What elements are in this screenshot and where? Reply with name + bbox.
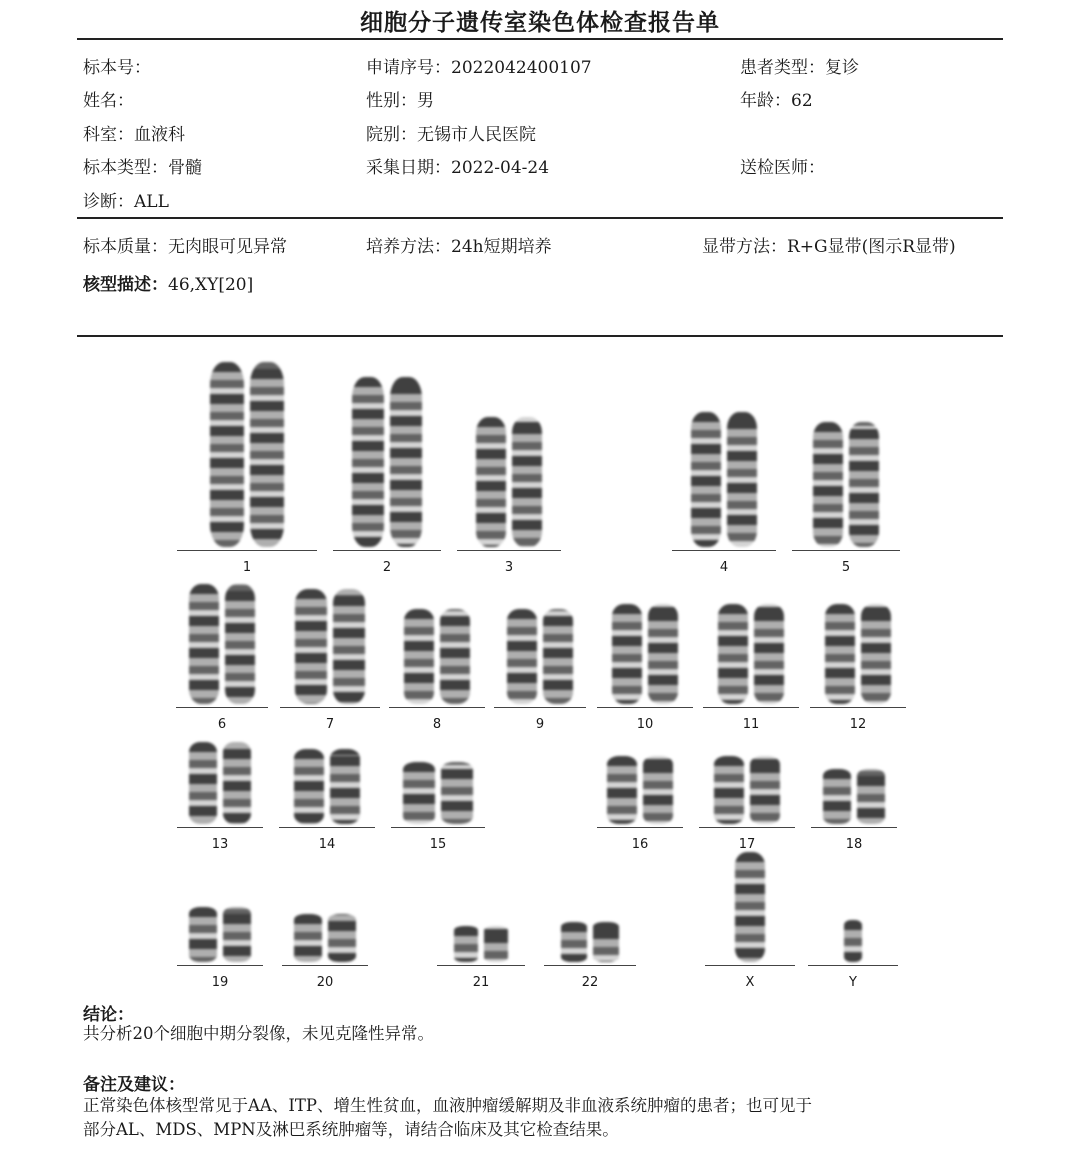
chromosome xyxy=(440,609,470,704)
chromosome-baseline xyxy=(279,827,375,828)
chromosome xyxy=(352,377,384,547)
collect-date: 采集日期：2022-04-24 xyxy=(366,158,550,178)
karyogram-image xyxy=(160,345,920,995)
chromosome xyxy=(333,589,365,704)
chromosome xyxy=(210,362,244,547)
conclusion-heading: 结论： xyxy=(83,1005,134,1025)
conclusion-text: 共分析20个细胞中期分裂像，未见克隆性异常。 xyxy=(83,1024,434,1043)
chromosome-baseline xyxy=(437,965,525,966)
chromosome-baseline xyxy=(282,965,368,966)
chromosome xyxy=(223,907,251,962)
remarks-line-1: 正常染色体核型常见于AA、ITP、增生性贫血，血液肿瘤缓解期及非血液系统肿瘤的患者；也可见于 xyxy=(83,1096,812,1115)
chromosome-baseline xyxy=(810,707,906,708)
specimen-no: 标本号： xyxy=(83,58,151,78)
chromosome-baseline xyxy=(597,707,693,708)
chromosome xyxy=(849,422,879,547)
chromosome-number-label: 4 xyxy=(719,560,729,575)
karyotype-label: 核型描述： xyxy=(83,275,168,295)
chromosome-baseline xyxy=(808,965,898,966)
chromosome xyxy=(825,604,855,704)
chromosome xyxy=(189,907,217,962)
chromosome xyxy=(718,604,748,704)
patient-sex: 性别：男 xyxy=(366,91,434,111)
chromosome-baseline xyxy=(177,550,317,551)
chromosome xyxy=(223,742,251,824)
culture-method: 培养方法：24h短期培养 xyxy=(366,237,552,257)
chromosome-number-label: 6 xyxy=(217,717,227,732)
application-no: 申请序号：2022042400107 xyxy=(366,58,592,78)
chromosome-number-label: 18 xyxy=(845,837,863,852)
chromosome-number-label: 16 xyxy=(631,837,649,852)
chromosome-number-label: 14 xyxy=(318,837,336,852)
chromosome xyxy=(484,926,508,962)
chromosome xyxy=(250,362,284,547)
chromosome xyxy=(189,742,217,824)
chromosome xyxy=(561,922,587,962)
karyotype-description xyxy=(83,270,253,295)
chromosome xyxy=(714,756,744,824)
chromosome xyxy=(328,914,356,962)
department: 科室：血液科 xyxy=(83,125,185,145)
chromosome-number-label: 13 xyxy=(211,837,229,852)
chromosome-baseline xyxy=(280,707,380,708)
chromosome-number-label: 11 xyxy=(742,717,760,732)
chromosome-number-label: 15 xyxy=(429,837,447,852)
chromosome xyxy=(823,769,851,824)
chromosome-number-label: 17 xyxy=(738,837,756,852)
chromosome xyxy=(512,417,542,547)
chromosome xyxy=(543,609,573,704)
chromosome xyxy=(727,412,757,547)
chromosome xyxy=(294,749,324,824)
chromosome-number-label: 2 xyxy=(382,560,392,575)
chromosome-baseline xyxy=(811,827,897,828)
chromosome-baseline xyxy=(672,550,776,551)
chromosome xyxy=(754,604,784,704)
chromosome xyxy=(607,756,637,824)
chromosome xyxy=(404,609,434,704)
chromosome xyxy=(441,762,473,824)
chromosome-number-label: 1 xyxy=(242,560,252,575)
chromosome-number-label: 21 xyxy=(472,975,490,990)
karyogram-divider xyxy=(77,335,1003,337)
karyotype-value: 46,XY[20] xyxy=(168,275,254,295)
chromosome-baseline xyxy=(177,827,263,828)
chromosome xyxy=(643,756,673,824)
chromosome-number-label: X xyxy=(745,975,755,990)
patient-name: 姓名： xyxy=(83,91,134,111)
chromosome xyxy=(813,422,843,547)
chromosome xyxy=(857,769,885,824)
remarks-line-2: 部分AL、MDS、MPN及淋巴系统肿瘤等，请结合临床及其它检查结果。 xyxy=(83,1120,619,1139)
banding-method: 显带方法：R+G显带(图示R显带) xyxy=(702,237,956,257)
chromosome-number-label: 3 xyxy=(504,560,514,575)
patient-type: 患者类型：复诊 xyxy=(740,58,859,78)
chromosome-number-label: 19 xyxy=(211,975,229,990)
chromosome-baseline xyxy=(699,827,795,828)
info-divider xyxy=(77,217,1003,219)
chromosome-baseline xyxy=(597,827,683,828)
chromosome-number-label: 12 xyxy=(849,717,867,732)
chromosome-number-label: 20 xyxy=(316,975,334,990)
chromosome xyxy=(507,609,537,704)
specimen-type: 标本类型：骨髓 xyxy=(83,158,202,178)
chromosome xyxy=(735,852,765,962)
chromosome xyxy=(612,604,642,704)
specimen-quality: 标本质量：无肉眼可见异常 xyxy=(83,237,287,257)
referring-doctor: 送检医师： xyxy=(740,158,825,178)
chromosome xyxy=(691,412,721,547)
patient-age: 年龄：62 xyxy=(740,91,813,111)
chromosome xyxy=(403,762,435,824)
chromosome-baseline xyxy=(176,707,268,708)
chromosome xyxy=(295,589,327,704)
chromosome xyxy=(593,922,619,962)
chromosome-baseline xyxy=(333,550,441,551)
chromosome-number-label: Y xyxy=(849,975,857,990)
header-divider xyxy=(77,38,1003,40)
chromosome-number-label: 7 xyxy=(325,717,335,732)
chromosome-number-label: 22 xyxy=(581,975,599,990)
hospital: 院别：无锡市人民医院 xyxy=(366,125,536,145)
chromosome-baseline xyxy=(457,550,561,551)
chromosome-number-label: 9 xyxy=(535,717,545,732)
chromosome xyxy=(390,377,422,547)
chromosome-baseline xyxy=(792,550,900,551)
chromosome-baseline xyxy=(391,827,485,828)
chromosome-baseline xyxy=(494,707,586,708)
chromosome xyxy=(189,584,219,704)
chromosome-number-label: 5 xyxy=(841,560,851,575)
chromosome xyxy=(861,604,891,704)
chromosome xyxy=(294,914,322,962)
report-title: 细胞分子遗传室染色体检查报告单 xyxy=(360,10,720,36)
chromosome-baseline xyxy=(544,965,636,966)
diagnosis: 诊断：ALL xyxy=(83,192,169,212)
chromosome-baseline xyxy=(703,707,799,708)
chromosome xyxy=(330,749,360,824)
chromosome xyxy=(225,584,255,704)
chromosome-number-label: 8 xyxy=(432,717,442,732)
chromosome xyxy=(750,756,780,824)
remarks-heading: 备注及建议： xyxy=(83,1075,185,1095)
chromosome xyxy=(844,920,862,962)
chromosome-number-label: 10 xyxy=(636,717,654,732)
chromosome xyxy=(476,417,506,547)
chromosome-baseline xyxy=(705,965,795,966)
chromosome xyxy=(648,604,678,704)
chromosome-baseline xyxy=(389,707,485,708)
chromosome-baseline xyxy=(177,965,263,966)
chromosome xyxy=(454,926,478,962)
